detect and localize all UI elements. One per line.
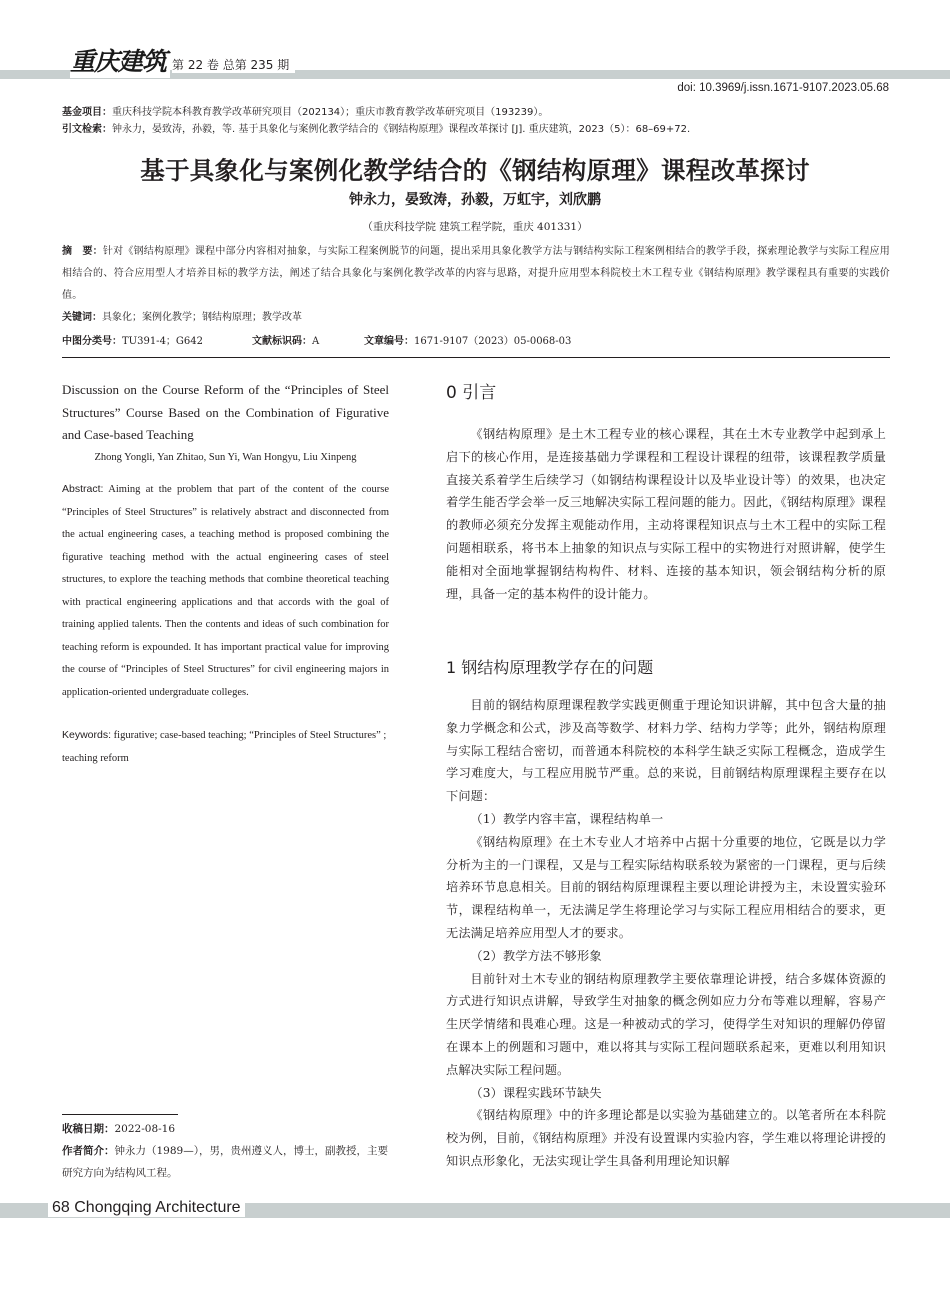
- doc-value: A: [312, 336, 320, 347]
- english-authors: Zhong Yongli, Yan Zhitao, Sun Yi, Wan Hongyu, Liu Xinpeng: [94, 452, 357, 463]
- article-number: [364, 332, 571, 347]
- paragraph-2: 《钢结构原理》在土木专业人才培养中占据十分重要的地位，它既是以力学分析为主的一门课程，又是与工程实际结构联系较为紧密的一门课程，更与后续培养环节息息相关。目前的钢结构原理课程主要以理论讲授为主，未设置实验环节，课程结构单一，无法满足学生将理论学习与实际工程应用相结合的要求，更无法满足培养应用型人才的要求。: [446, 834, 886, 940]
- issue-info: 第 22 卷 总第 235 期: [172, 56, 295, 73]
- author-bio: [62, 1140, 389, 1184]
- english-abstract: [62, 478, 389, 704]
- citation-label: 引文检索：: [62, 124, 112, 135]
- subheading-2: （2）教学方法不够形象: [470, 948, 602, 963]
- doc-code: [252, 332, 319, 347]
- english-keywords-text: figurative; case-based teaching; “Principles of Steel Structures” ; teaching reform: [62, 730, 387, 764]
- journal-logo: 重庆建筑: [70, 42, 170, 78]
- divider: [62, 357, 890, 358]
- footer: [48, 1199, 245, 1217]
- fund-label: 基金项目：: [62, 107, 112, 118]
- keywords-cn-label: 关键词：: [62, 312, 102, 323]
- page-number: 68: [52, 1199, 70, 1216]
- subheading-3: （3）课程实践环节缺失: [470, 1085, 602, 1100]
- doc-label: 文献标识码：: [252, 336, 312, 347]
- article-value: 1671-9107（2023）05-0068-03: [414, 336, 572, 347]
- citation-line: [62, 120, 690, 135]
- footnotes: [62, 1118, 389, 1184]
- english-abstract-label: Abstract:: [62, 483, 104, 495]
- footnote-divider: [62, 1114, 178, 1115]
- abstract-cn: [62, 241, 890, 307]
- citation-text: 钟永力，晏致涛，孙毅，等. 基于具象化与案例化教学结合的《钢结构原理》课程改革探讨 [J]. 重庆建筑，2023（5）：68–69+72.: [112, 124, 691, 135]
- article-label: 文章编号：: [364, 336, 414, 347]
- clc-value: TU391-4；G642: [122, 336, 204, 347]
- problems-block: [446, 694, 886, 1173]
- received-date: [62, 1118, 389, 1140]
- paragraph-1: 目前的钢结构原理课程教学实践更侧重于理论知识讲解，其中包含大量的抽象力学概念和公式，涉及高等数学、材料力学、结构力学等；此外，钢结构原理与实际工程结合密切，而普通本科院校的本科学生缺乏实际工程概念，造成学生学习难度大，与工程应用脱节严重。总的来说，目前钢结构原理课程主要存在以下问题：: [446, 698, 886, 804]
- paragraph-3: 目前针对土木专业的钢结构原理教学主要依靠理论讲授，结合多媒体资源的方式进行知识点讲解，导致学生对抽象的概念例如应力分布等难以理解，容易产生厌学情绪和畏难心理。这是一种被动式的学习，使得学生对知识的理解仍停留在课本上的例题和习题中，难以将其与实际工程问题联系起来，更难以利用知识点解决实际工程问题。: [446, 971, 886, 1077]
- english-title: Discussion on the Course Reform of the “Principles of Steel Structures” Course Based on the Combination of Figurative and Case-based Teaching: [62, 382, 389, 442]
- fund-text: 重庆科技学院本科教育教学改革研究项目（202134）；重庆市教育教学改革研究项目（193239）。: [112, 107, 549, 118]
- english-keywords-label: Keywords:: [62, 729, 112, 741]
- keywords-cn-text: 具象化；案例化教学；钢结构原理；教学改革: [102, 312, 302, 323]
- intro-paragraph: 《钢结构原理》是土木工程专业的核心课程，其在土木专业教学中起到承上启下的核心作用，是连接基础力学课程和工程设计课程的纽带，该课程教学质量直接关系着学生后续学习（如钢结构课程设计以及毕业设计等）的效果，也决定着学生能否学会举一反三地解决实际工程问题的能力。因此，《钢结构原理》课程的教师必须充分发挥主观能动作用，主动将课程知识点与土木工程中的实际工程问题相联系，将书本上抽象的知识点与实际工程中的实物进行对照讲解，使学生能相对全面地掌握钢结构构件、材料、连接的基本知识，领会钢结构分析的原理，具备一定的基本构件的设计能力。: [446, 427, 886, 601]
- abstract-cn-label: 摘 要：: [62, 246, 103, 257]
- authors: 钟永力，晏致涛，孙毅，万虹宇，刘欣鹏: [349, 192, 601, 208]
- paragraph-4: 《钢结构原理》中的许多理论都是以实验为基础建立的。以笔者所在本科院校为例，目前，《钢结构原理》并没有设置课内实验内容，学生难以将理论讲授的知识点形象化，无法实现让学生具备利用理论知识解: [446, 1108, 886, 1168]
- keywords-cn: [62, 308, 302, 323]
- section-1-heading: 1 钢结构原理教学存在的问题: [446, 658, 654, 677]
- intro-block: [446, 423, 886, 605]
- subheading-1: （1）教学内容丰富，课程结构单一: [470, 811, 664, 826]
- bio-text: 钟永力（1989—），男，贵州遵义人，博士，副教授，主要研究方向为结构风工程。: [62, 1145, 388, 1179]
- english-abstract-text: Aiming at the problem that part of the content of the course “Principles of Steel Structures” is relatively abstract and disconnected from the actual engineering cases, a teaching method is proposed combining the figurative teaching method with the actual engineering cases of steel structures, to explore the teaching methods that combine theoretical teaching with practical engineering applications and that accords with the goal of training applied talents. Then the contents and ideas of such combination for teaching reform is expounded. It has important practical value for improving the course of “Principles of Steel Structures” for civil engineering majors in application-oriented undergraduate colleges.: [62, 484, 389, 698]
- paper-title: 基于具象化与案例化教学结合的《钢结构原理》课程改革探讨: [140, 156, 810, 185]
- clc-number: [62, 332, 203, 347]
- received-value: 2022-08-16: [114, 1123, 176, 1135]
- received-label: 收稿日期：: [62, 1123, 115, 1135]
- affiliation: （重庆科技学院 建筑工程学院，重庆 401331）: [362, 221, 588, 233]
- doi[interactable]: doi: 10.3969/j.issn.1671-9107.2023.05.68: [677, 82, 889, 94]
- journal-name: Chongqing Architecture: [74, 1199, 241, 1216]
- clc-label: 中图分类号：: [62, 336, 122, 347]
- bio-label: 作者简介：: [62, 1145, 115, 1157]
- fund-line: [62, 103, 548, 118]
- english-keywords: [62, 724, 389, 770]
- section-0-heading: 0 引言: [446, 383, 497, 403]
- abstract-cn-text: 针对《钢结构原理》课程中部分内容相对抽象，与实际工程案例脱节的问题，提出采用具象化教学方法与钢结构实际工程案例相结合的教学手段，探索理论教学与实际工程应用相结合的、符合应用型人才培养目标的教学方法，阐述了结合具象化与案例化教学改革的内容与思路，对提升应用型本科院校土木工程专业《钢结构原理》教学课程具有重要的实践价值。: [62, 246, 890, 301]
